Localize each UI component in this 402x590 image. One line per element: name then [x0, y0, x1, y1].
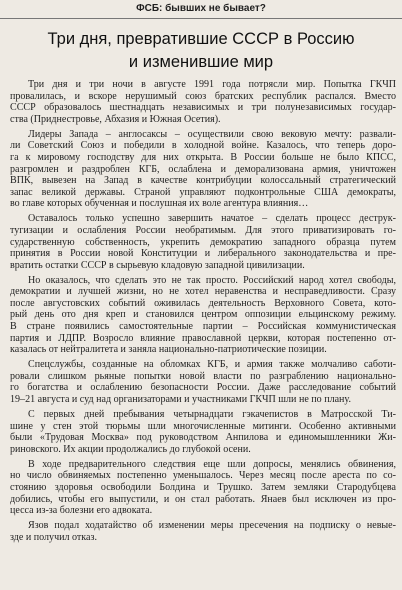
paragraph-line: тугизации и ослабления России необратимым. Для этого приватизировать го- — [10, 224, 396, 236]
paragraph-line: В ходе предварительного следствия еще шли допросы, менялись обвинения, — [28, 458, 396, 470]
paragraph-line: запас великой державы. Страной управляют подконтрольные США демократы, — [10, 186, 396, 198]
paragraph-line: разгромлен и раздроблен КГБ, ослаблена и деморализована армия, уничтожен — [10, 163, 396, 175]
paragraph-line: го богатства и ослаблению безопасности России. Даже расследование событий — [10, 382, 396, 394]
paragraph-line: Спецслужбы, созданные на обломках КГБ, и армия также молчаливо саботи- — [28, 359, 396, 371]
paragraph-line: риновского. Их акции продолжались до глубокой осени. — [10, 443, 251, 455]
paragraph-line: стоянию здоровья освободили Болдина и Трушко. Затем земляки Стародубцева — [10, 481, 396, 493]
paragraph-line: Оставалось только успешно завершить начатое – сделать процесс деструк- — [28, 213, 396, 225]
paragraph — [10, 520, 396, 543]
paragraph-line: ВПК, вывезен на Запад в качестве контрибуции колоссальный стратегический — [10, 175, 396, 187]
paragraph-line: принятия в России новой Конституции и либерального законодательства и пре- — [10, 248, 396, 260]
paragraph-line: но число обвиняемых постепенно уменьшалось. Через месяц после ареста по со- — [10, 470, 396, 482]
paragraph-line: Язов подал ходатайство об изменении меры пресечения на подписку о невые- — [28, 520, 396, 532]
paragraph-line: добились, чтобы его выпустили, и он стал работать. Янаев был исключен из про- — [10, 493, 396, 505]
paragraph-line: шине у стен этой тюрьмы шли многочисленные митинги. Особенно активными — [10, 420, 396, 432]
paragraph-line: га к мировому господству для них открыта. В России больше не было КПСС, — [10, 151, 396, 163]
paragraph-line: ли Советский Союз и победили в холодной войне. Казалось, что теперь доро- — [10, 140, 396, 152]
paragraph-line: СССР образовалось шестнадцать независимых и три полунезависимых государ- — [10, 102, 396, 114]
paragraph-line: ровали слишком рьяные попытки новой власти по разграблению национально- — [10, 370, 396, 382]
article-title — [20, 28, 382, 74]
paragraph-line: провалилась, и вскоре нерушимый союз братских республик распался. Вместо — [10, 90, 396, 102]
paragraph — [10, 79, 396, 125]
paragraph-line: Лидеры Запада – англосаксы – осуществили свою вековую мечту: развали- — [28, 128, 396, 140]
paragraph — [10, 275, 396, 356]
paragraph-line: В стране появились самостоятельные партии – Российская коммунистическая — [10, 321, 396, 333]
article-title-line: и изменившие мир — [128, 53, 274, 71]
paragraph-line: казалась от нейтралитета и заняла национально-патриотические позиции. — [10, 344, 327, 356]
article-title-line: Три дня, превратившие СССР в Россию — [47, 30, 355, 48]
paragraph — [10, 129, 396, 210]
paragraph-line: зде и получил отказ. — [10, 531, 97, 543]
paragraph-line: демократии и лучшей жизни, но не хотел неравенства и несправедливости. Сразу — [10, 286, 396, 298]
paragraph-line: Три дня и три ночи в августе 1991 года потрясли мир. Попытка ГКЧП — [28, 79, 396, 90]
paragraph-line: сударственную собственность, укрепить демократию западного образца путем — [10, 236, 396, 248]
paragraph — [10, 459, 396, 517]
paragraph-line: были «Трудовая Москва» под руководством Анпилова и единомышленники Жи- — [10, 432, 396, 444]
article-body — [10, 79, 396, 543]
paragraph-line: рый день ото дня креп и становился центром оппозиции ельцинскому режиму. — [10, 309, 396, 321]
paragraph — [10, 359, 396, 405]
running-header — [0, 0, 402, 19]
paragraph-line: С первых дней пребывания четырнадцати гэкачепистов в Матросской Ти- — [28, 408, 396, 420]
paragraph-line: во главе которых обученная и послушная их воле агентура влияния… — [10, 198, 309, 210]
paragraph-line: вратить остатки СССР в сырьевую кладовую западной цивилизации. — [10, 259, 305, 271]
paragraph-line: цесса из-за болезни его адвоката. — [10, 505, 153, 517]
paragraph — [10, 409, 396, 455]
paragraph-line: ства (Приднестровье, Абхазия и Южная Осетия). — [10, 113, 221, 125]
running-title: ФСБ: бывших не бывает? — [136, 3, 266, 14]
paragraph-line: 19–21 августа и суд над организаторами и участниками ГКЧП шли не по плану. — [10, 394, 351, 405]
paragraph-line: Но оказалось, что сделать это не так просто. Российский народ хотел свободы, — [28, 274, 396, 286]
paragraph-line: после августовских событий оживилась деятельность Верховного Совета, кото- — [10, 297, 396, 309]
paragraph-line: партия и ЛДПР. Возросло влияние православной церкви, которая постепенно от- — [10, 332, 396, 344]
paragraph — [10, 213, 396, 271]
